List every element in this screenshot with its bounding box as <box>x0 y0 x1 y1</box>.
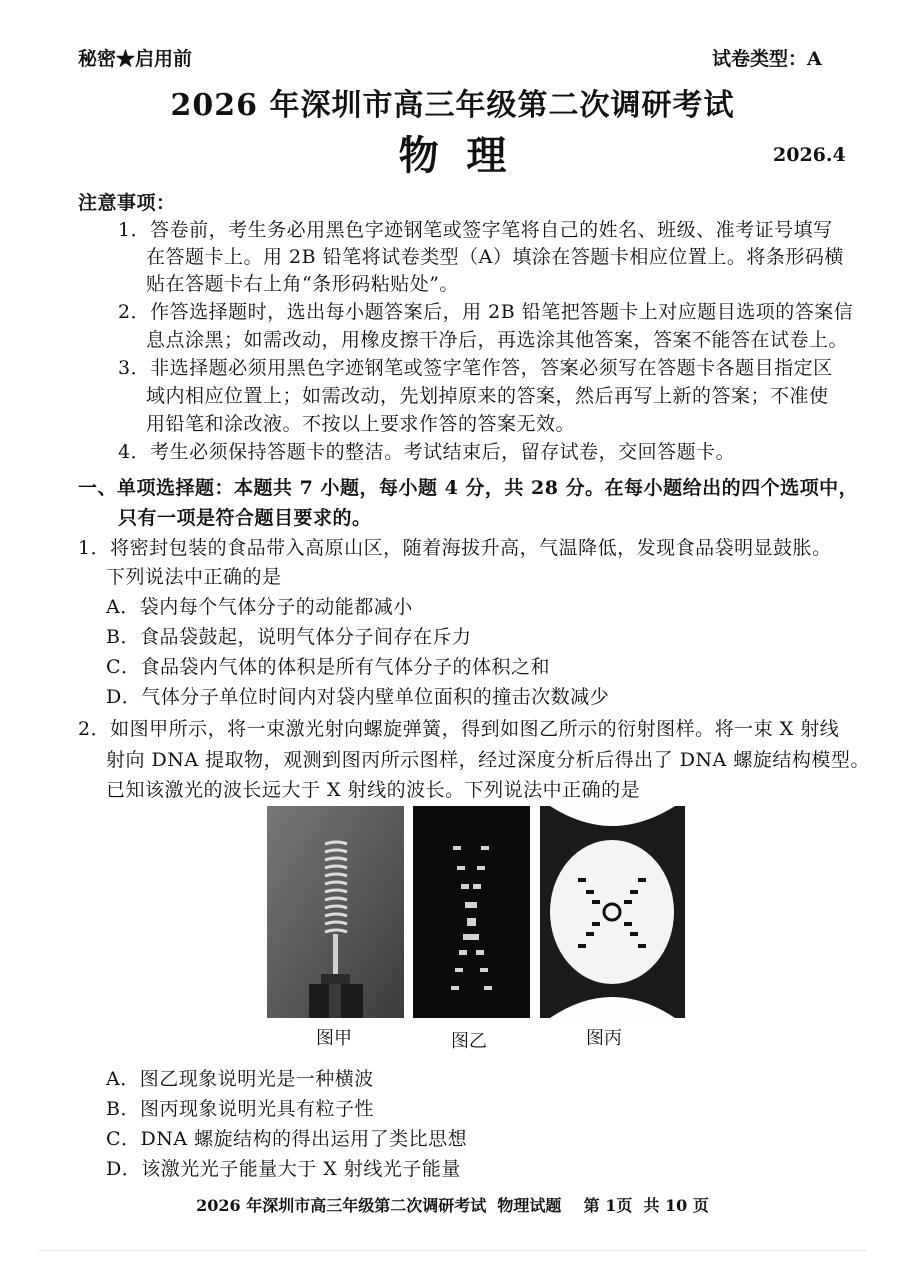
notice-heading: 注意事项： <box>78 192 176 214</box>
q1-option-c: C．食品袋内气体的体积是所有气体分子的体积之和 <box>106 656 551 678</box>
section-heading: 一、单项选择题：本题共 7 小题，每小题 4 分，共 28 分。在每小题给出的四个选项中， <box>78 477 859 499</box>
caption-bing: 图丙 <box>586 1028 622 1049</box>
notice-line: 贴在答题卡右上角“条形码粘贴处”。 <box>146 273 459 295</box>
notice-line: 4．考生必须保持答题卡的整洁。考试结束后，留存试卷，交回答题卡。 <box>118 441 736 463</box>
q2-stem-cont: 已知该激光的波长远大于 X 射线的波长。下列说法中正确的是 <box>106 779 641 801</box>
exam-title: 2026 年深圳市高三年级第二次调研考试 <box>170 88 735 123</box>
notice-line: 域内相应位置上；如需改动，先划掉原来的答案，然后再写上新的答案；不准使 <box>146 385 829 407</box>
subject-title: 物 理 <box>398 132 507 179</box>
figure-dna-xray <box>540 806 685 1018</box>
notice-line: 在答题卡上。用 2B 铅笔将试卷类型（A）填涂在答题卡相应位置上。将条形码横 <box>146 246 844 268</box>
notice-line: 3．非选择题必须用黑色字迹钢笔或签字笔作答，答案必须写在答题卡各题目指定区 <box>118 357 833 379</box>
confidential-label: 秘密★启用前 <box>78 48 193 70</box>
q1-stem: 1．将密封包装的食品带入高原山区，随着海拔升高，气温降低，发现食品袋明显鼓胀。 <box>78 537 832 559</box>
q2-stem: 2．如图甲所示，将一束激光射向螺旋弹簧，得到如图乙所示的衍射图样。将一束 X 射线 <box>78 718 840 740</box>
caption-jia: 图甲 <box>316 1028 352 1049</box>
q2-option-d: D．该激光光子能量大于 X 射线光子能量 <box>106 1158 461 1180</box>
figure-laser-diffraction <box>413 806 530 1018</box>
q1-option-a: A．袋内每个气体分子的动能都减小 <box>106 596 413 618</box>
bottom-divider <box>38 1250 867 1251</box>
section-heading-cont: 只有一项是符合题目要求的。 <box>118 507 372 529</box>
q1-option-d: D．气体分子单位时间内对袋内壁单位面积的撞击次数减少 <box>106 686 610 708</box>
caption-yi: 图乙 <box>451 1031 487 1052</box>
notice-line: 用铅笔和涂改液。不按以上要求作答的答案无效。 <box>146 413 576 435</box>
q2-option-c: C．DNA 螺旋结构的得出运用了类比思想 <box>106 1128 468 1150</box>
notice-line: 2．作答选择题时，选出每小题答案后，用 2B 铅笔把答题卡上对应题目选项的答案信 <box>118 301 854 323</box>
q1-option-b: B．食品袋鼓起，说明气体分子间存在斥力 <box>106 626 472 648</box>
q2-stem-cont: 射向 DNA 提取物，观测到图丙所示图样，经过深度分析后得出了 DNA 螺旋结构模型。 <box>106 749 870 771</box>
q2-option-b: B．图丙现象说明光具有粒子性 <box>106 1098 374 1120</box>
figure-spring-photo <box>267 806 404 1018</box>
q1-stem-cont: 下列说法中正确的是 <box>106 566 282 588</box>
q2-option-a: A．图乙现象说明光是一种横波 <box>106 1068 374 1090</box>
paper-type-label: 试卷类型：A <box>712 48 822 70</box>
notice-line: 息点涂黑；如需改动，用橡皮擦干净后，再选涂其他答案，答案不能答在试卷上。 <box>146 329 849 351</box>
page-footer: 2026 年深圳市高三年级第二次调研考试 物理试题 第 1页 共 10 页 <box>196 1196 709 1215</box>
exam-date: 2026.4 <box>773 144 846 166</box>
notice-line: 1．答卷前，考生务必用黑色字迹钢笔或签字笔将自己的姓名、班级、准考证号填写 <box>118 219 833 241</box>
